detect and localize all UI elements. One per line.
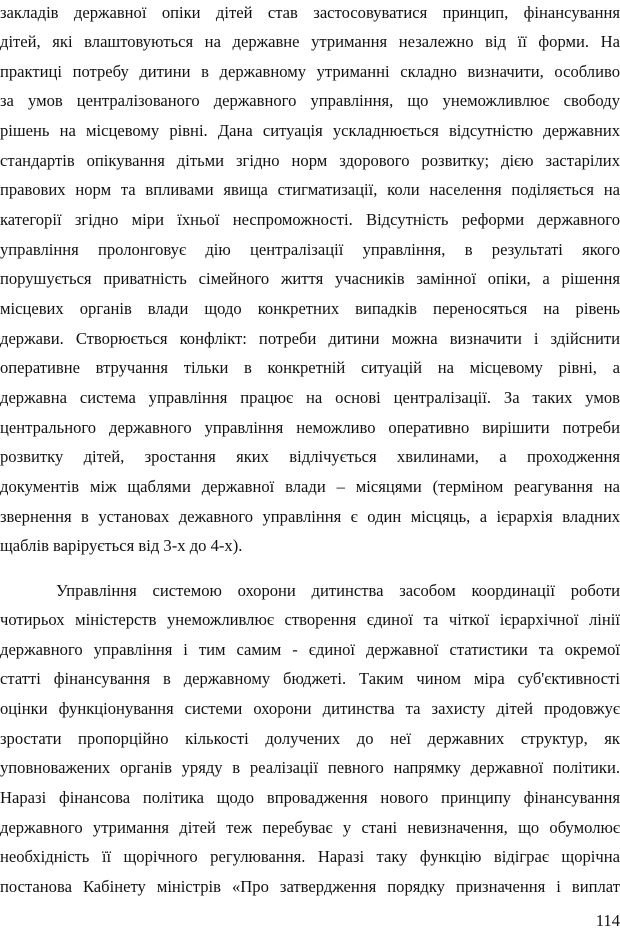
text-line: щаблів варірується від 3-х до 4-х). bbox=[0, 536, 243, 555]
text-line: державна система управління працює на основі централізації. За таких умов bbox=[0, 388, 620, 407]
text-line: центрального державного управління неможливо оперативно вирішити потреби bbox=[0, 418, 620, 437]
text-line: документів між щаблями державної влади – місяцями (терміном реагування на bbox=[0, 477, 620, 496]
text-line: державного управління і тим самим - єдиної державної статистики та окремої bbox=[0, 640, 620, 659]
text-line: Наразі фінансова політика щодо впровадження нового принципу фінансування bbox=[0, 788, 620, 807]
text-line: за умов централізованого державного управління, що унеможливлює свободу bbox=[0, 91, 620, 110]
text-line: постанова Кабінету міністрів «Про затвердження порядку призначення і виплат bbox=[0, 877, 620, 896]
text-line: Управління системою охорони дитинства засобом координації роботи bbox=[56, 581, 620, 600]
text-line: зростати пропорційно кількості долучених до неї державних структур, як bbox=[0, 729, 620, 748]
text-line: практиці потребу дитини в державному утриманні складно визначити, особливо bbox=[0, 62, 620, 81]
text-line: дітей, які влаштовуються на державне утримання незалежно від її форми. На bbox=[0, 32, 620, 51]
page-number: 114 bbox=[595, 911, 620, 930]
text-line: рішень на місцевому рівні. Дана ситуація ускладнюється відсутністю державних bbox=[0, 121, 620, 140]
text-line: розвитку дітей, зростання яких відлічується хвилинами, а проходження bbox=[0, 447, 620, 466]
text-line: держави. Створюється конфлікт: потреби дитини можна визначити і здійснити bbox=[0, 329, 620, 348]
text-line: місцевих органів влади щодо конкретних випадків переносяться на рівень bbox=[0, 299, 620, 318]
text-line: звернення в установах дежавного управління є один місцяць, а ієрархія владних bbox=[0, 507, 620, 526]
text-line: порушується приватність сімейного життя учасників замінної опіки, а рішення bbox=[0, 269, 620, 288]
text-line: статті фінансування в державному бюджеті. Таким чином міра суб'єктивності bbox=[0, 669, 620, 688]
text-line: управління пролонговує дію централізації управління, в результаті якого bbox=[0, 240, 620, 259]
text-line: державного утримання дітей теж перебуває у стані невизначення, що обумолює bbox=[0, 818, 620, 837]
text-line: чотирьох міністерств унеможливлює створення єдиної та чіткої ієрархічної лінії bbox=[0, 610, 620, 629]
text-line: закладів державної опіки дітей став застосовуватися принцип, фінансування bbox=[0, 3, 620, 22]
text-line: оцінки функціонування системи охорони дитинства та захисту дітей продовжує bbox=[0, 699, 620, 718]
text-line: уповноважених органів уряду в реалізації певного напрямку державної політики. bbox=[0, 758, 620, 777]
text-line: стандартів опікування дітьми згідно норм здорового розвитку; дією застарілих bbox=[0, 151, 620, 170]
text-line: правових норм та впливами явища стигматизації, коли населення поділяється на bbox=[0, 180, 620, 199]
text-line: категорії згідно міри їхньої неспроможності. Відсутність реформи державного bbox=[0, 210, 620, 229]
text-line: необхідність її щорічного регулювання. Наразі таку функцію відіграє щорічна bbox=[0, 847, 620, 866]
text-line: оперативне втручання тільки в конкретній ситуацій на місцевому рівні, а bbox=[0, 358, 620, 377]
